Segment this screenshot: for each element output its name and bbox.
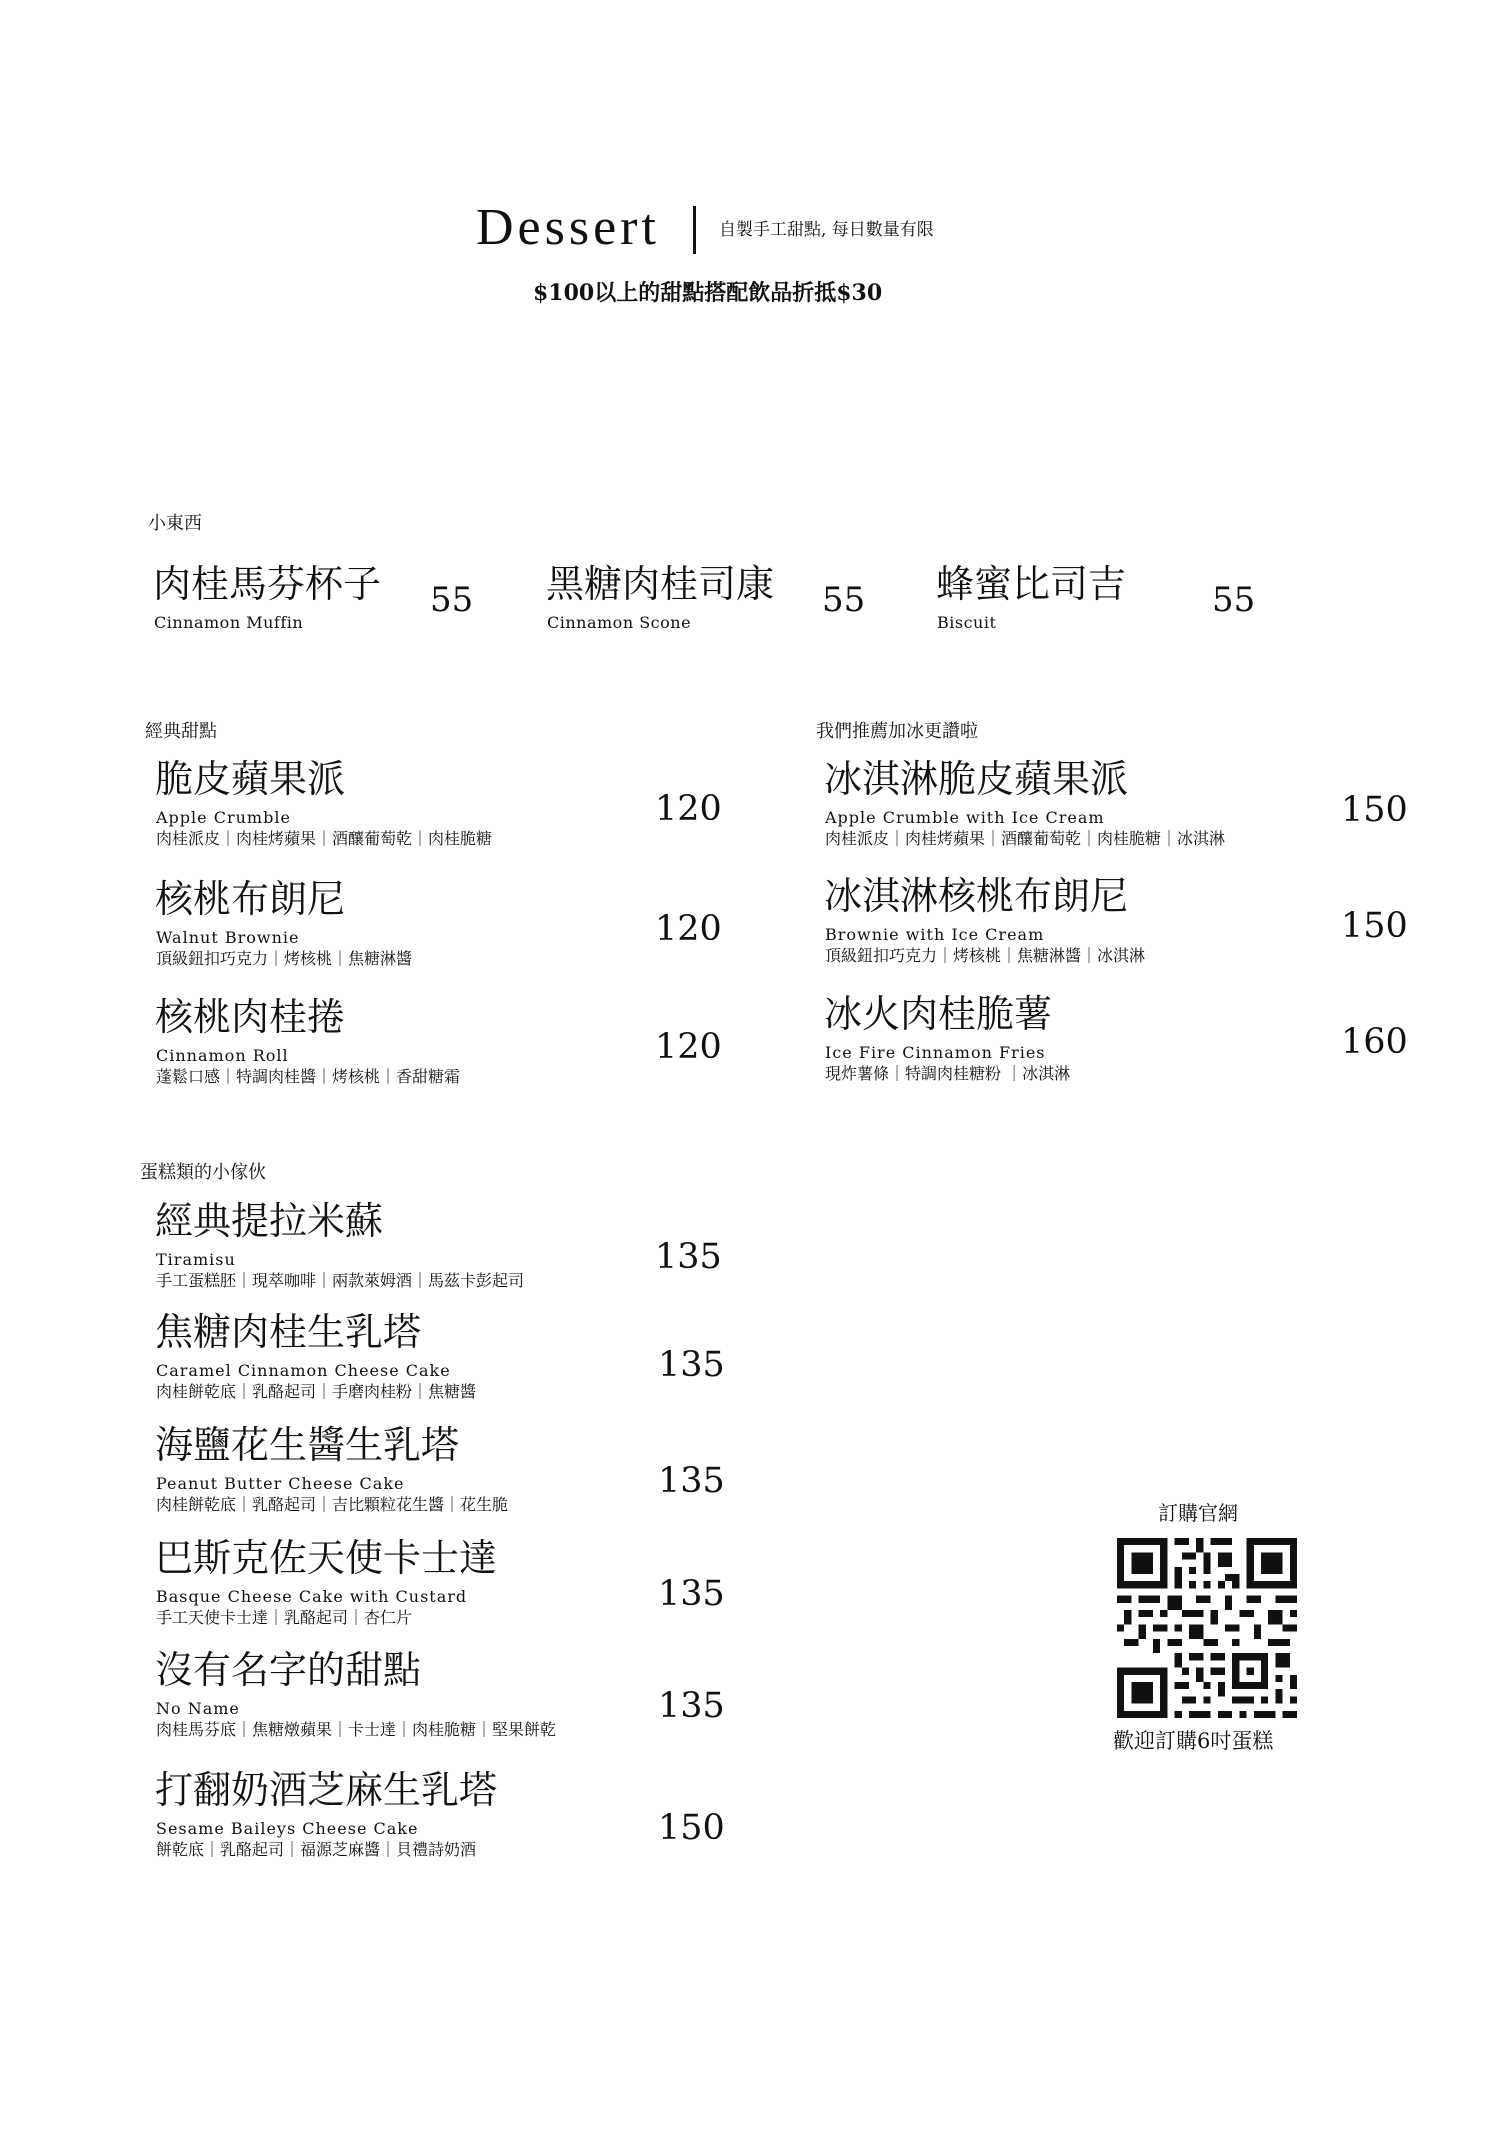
menu-item-cake [155, 1536, 795, 1649]
item-english-name: Peanut Butter Cheese Cake [156, 1474, 405, 1493]
item-name: 核桃布朗尼 [155, 877, 346, 921]
item-name: 黑糖肉桂司康 [546, 562, 775, 606]
order-website-title: 訂購官網 [1158, 1501, 1238, 1525]
item-price: 120 [655, 789, 722, 829]
item-price: 135 [658, 1686, 725, 1726]
item-english-name: Tiramisu [156, 1250, 236, 1269]
section-title-small: 小東西 [148, 513, 202, 534]
item-english-name: Apple Crumble [156, 808, 291, 827]
item-english-name: Walnut Brownie [156, 928, 300, 947]
menu-item-icecream [824, 757, 1464, 870]
item-english-name: Biscuit [937, 613, 997, 632]
item-ingredients: 現炸薯條｜特調肉桂糖粉 ｜冰淇淋 [825, 1064, 1071, 1083]
item-english-name: No Name [156, 1699, 240, 1718]
item-name: 冰淇淋脆皮蘋果派 [824, 757, 1129, 801]
menu-item-cake [155, 1310, 795, 1423]
menu-item-icecream [824, 992, 1464, 1105]
item-price: 135 [658, 1345, 725, 1385]
item-price: 135 [658, 1461, 725, 1501]
item-name: 蜂蜜比司吉 [936, 562, 1127, 606]
item-name: 海鹽花生醬生乳塔 [155, 1423, 460, 1467]
item-name: 經典提拉米蘇 [155, 1199, 384, 1243]
item-price: 160 [1341, 1022, 1408, 1062]
item-name: 焦糖肉桂生乳塔 [155, 1310, 422, 1354]
section-title-classic: 經典甜點 [145, 721, 217, 742]
menu-item-small [936, 562, 1316, 645]
item-ingredients: 肉桂派皮｜肉桂烤蘋果｜酒釀葡萄乾｜肉桂脆糖｜冰淇淋 [825, 829, 1226, 848]
menu-item-cake [155, 1423, 795, 1536]
item-price: 55 [1212, 580, 1256, 620]
qr-code-icon [1117, 1538, 1297, 1718]
section-title-cakes: 蛋糕類的小傢伙 [140, 1162, 266, 1183]
item-price: 120 [655, 1027, 722, 1067]
item-ingredients: 肉桂餅乾底｜乳酪起司｜手磨肉桂粉｜焦糖醬 [156, 1382, 477, 1401]
item-english-name: Basque Cheese Cake with Custard [156, 1587, 468, 1606]
item-name: 沒有名字的甜點 [155, 1648, 422, 1692]
item-price: 55 [822, 580, 866, 620]
item-ingredients: 肉桂派皮｜肉桂烤蘋果｜酒釀葡萄乾｜肉桂脆糖 [156, 829, 493, 848]
item-ingredients: 餅乾底｜乳酪起司｜福源芝麻醬｜貝禮詩奶酒 [156, 1840, 477, 1859]
item-price: 55 [430, 580, 474, 620]
item-ingredients: 手工天使卡士達｜乳酪起司｜杏仁片 [156, 1608, 413, 1627]
item-english-name: Caramel Cinnamon Cheese Cake [156, 1361, 451, 1380]
item-english-name: Apple Crumble with Ice Cream [825, 808, 1105, 827]
item-price: 150 [1341, 906, 1408, 946]
order-qr-code[interactable] [1117, 1538, 1297, 1718]
item-name: 脆皮蘋果派 [155, 757, 346, 801]
menu-item-icecream [824, 874, 1464, 987]
menu-item-classic [155, 877, 795, 990]
item-english-name: Cinnamon Muffin [154, 613, 304, 632]
item-name: 冰火肉桂脆薯 [824, 992, 1053, 1036]
menu-item-classic [155, 995, 795, 1108]
menu-item-cake [155, 1199, 795, 1312]
order-caption: 歡迎訂購6吋蛋糕 [1113, 1729, 1274, 1753]
item-ingredients: 手工蛋糕胚｜現萃咖啡｜兩款萊姆酒｜馬茲卡彭起司 [156, 1271, 525, 1290]
item-ingredients: 頂級鈕扣巧克力｜烤核桃｜焦糖淋醬｜冰淇淋 [825, 946, 1146, 965]
menu-item-classic [155, 757, 795, 870]
item-ingredients: 肉桂馬芬底｜焦糖燉蘋果｜卡士達｜肉桂脆糖｜堅果餅乾 [156, 1720, 557, 1739]
item-price: 120 [655, 909, 722, 949]
item-english-name: Ice Fire Cinnamon Fries [825, 1043, 1046, 1062]
item-ingredients: 蓬鬆口感｜特調肉桂醬｜烤核桃｜香甜糖霜 [156, 1067, 461, 1086]
item-price: 150 [1341, 790, 1408, 830]
item-price: 150 [658, 1808, 725, 1848]
item-name: 核桃肉桂捲 [155, 995, 346, 1039]
item-name: 冰淇淋核桃布朗尼 [824, 874, 1129, 918]
title-divider [693, 206, 696, 254]
item-english-name: Cinnamon Roll [156, 1046, 289, 1065]
promo-text: $100以上的甜點搭配飲品折抵$30 [533, 280, 883, 306]
item-ingredients: 頂級鈕扣巧克力｜烤核桃｜焦糖淋醬 [156, 949, 413, 968]
item-english-name: Sesame Baileys Cheese Cake [156, 1819, 419, 1838]
item-name: 巴斯克佐天使卡士達 [155, 1536, 498, 1580]
menu-item-cake [155, 1648, 795, 1761]
item-price: 135 [655, 1237, 722, 1277]
menu-item-small [153, 562, 533, 645]
item-ingredients: 肉桂餅乾底｜乳酪起司｜吉比顆粒花生醬｜花生脆 [156, 1495, 509, 1514]
item-price: 135 [658, 1574, 725, 1614]
section-title-icecream: 我們推薦加冰更讚啦 [816, 721, 978, 742]
menu-item-cake [155, 1768, 795, 1881]
item-name: 肉桂馬芬杯子 [153, 562, 382, 606]
item-english-name: Cinnamon Scone [547, 613, 692, 632]
menu-item-small [546, 562, 926, 645]
item-english-name: Brownie with Ice Cream [825, 925, 1045, 944]
tagline: 自製手工甜點, 每日數量有限 [719, 220, 934, 240]
item-name: 打翻奶酒芝麻生乳塔 [155, 1768, 498, 1812]
page-title: Dessert [476, 199, 660, 256]
